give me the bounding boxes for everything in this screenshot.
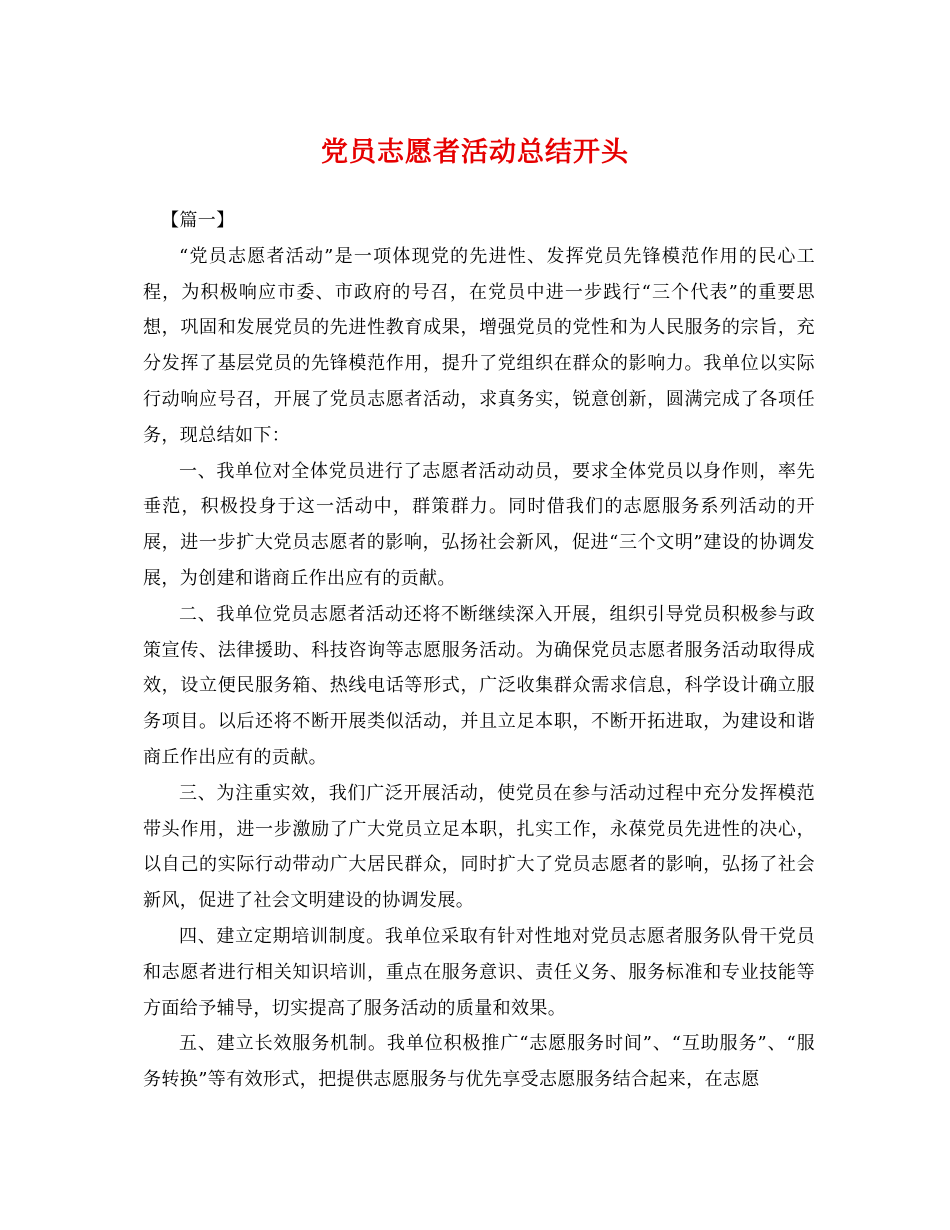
paragraph-item-1: 一、我单位对全体党员进行了志愿者活动动员，要求全体党员以身作则，率先垂范，积极投身于这一活动中，群策群力。同时借我们的志愿服务系列活动的开展，进一步扩大党员志愿者的影响，弘扬社会新风，促进“三个文明”建设的协调发展，为创建和谐商丘作出应有的贡献。 (143, 460, 815, 589)
paragraph-item-4: 四、建立定期培训制度。我单位采取有针对性地对党员志愿者服务队骨干党员和志愿者进行相关知识培训，重点在服务意识、责任义务、服务标准和专业技能等方面给予辅导，切实提高了服务活动的质量和效果。 (143, 925, 815, 1019)
section-label: 【篇一】 (161, 210, 235, 231)
paragraph-item-2: 二、我单位党员志愿者活动还将不断继续深入开展，组织引导党员积极参与政策宣传、法律援助、科技咨询等志愿服务活动。为确保党员志愿者服务活动取得成效，设立便民服务箱、热线电话等形式，广泛收集群众需求信息，科学设计确立服务项目。以后还将不断开展类似活动，并且立足本职，不断开拓进取，为建设和谐商丘作出应有的贡献。 (143, 603, 815, 768)
document-title: 党员志愿者活动总结开头 (321, 137, 629, 168)
document-body (143, 203, 815, 1098)
paragraph-item-3: 三、为注重实效，我们广泛开展活动，使党员在参与活动过程中充分发挥模范带头作用，进一步激励了广大党员立足本职，扎实工作，永葆党员先进性的决心，以自己的实际行动带动广大居民群众，同时扩大了党员志愿者的影响，弘扬了社会新风，促进了社会文明建设的协调发展。 (143, 782, 815, 912)
paragraph-intro: “党员志愿者活动”是一项体现党的先进性、发挥党员先锋模范作用的民心工程，为积极响应市委、市政府的号召，在党员中进一步践行“三个代表”的重要思想，巩固和发展党员的先进性教育成果，增强党员的党性和为人民服务的宗旨，充分发挥了基层党员的先锋模范作用，提升了党组织在群众的影响力。我单位以实际行动响应号召，开展了党员志愿者活动，求真务实，锐意创新，圆满完成了各项任务，现总结如下： (143, 245, 815, 446)
paragraph-item-5: 五、建立长效服务机制。我单位积极推广“志愿服务时间”、“互助服务”、“服务转换”等有效形式，把提供志愿服务与优先享受志愿服务结合起来，在志愿 (143, 1033, 815, 1091)
